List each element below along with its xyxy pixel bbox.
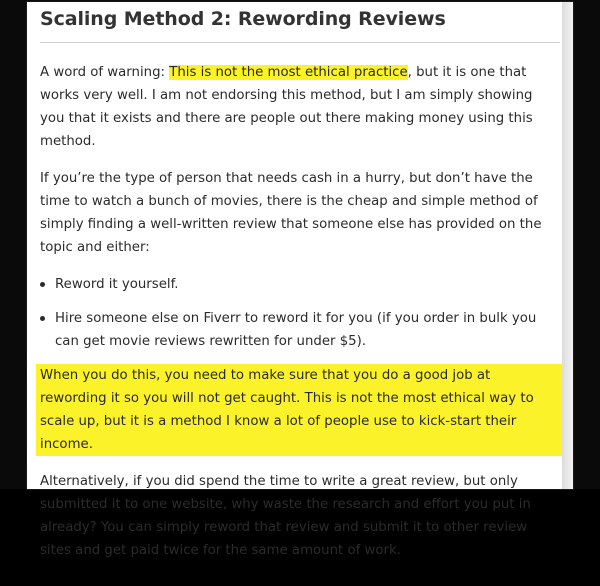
list-item — [40, 273, 560, 296]
alternative-paragraph: Alternatively, if you did spend the time to write a great review, but only submitted it to one website, why waste the research and effort you put in already? You can simply reword that review and submit it to other review sites and get paid twice for the same amount of work. — [40, 474, 531, 558]
cut-off-line — [40, 576, 560, 586]
highlighted-paragraph-text: When you do this, you need to make sure that you do a good job at rewording it so you will not get caught. This is not the most ethical way to scale up, but it is a method I know a lot of people use to kick-start their income. — [36, 364, 570, 456]
list-item-text: Hire someone else on Fiverr to reword it for you (if you order in bulk you can get movie reviews rewritten for under $5). — [55, 311, 537, 349]
heading-divider — [40, 42, 560, 43]
warning-text-before: A word of warning: — [40, 65, 170, 80]
warning-text-after: , but it is one that works very well. I am not endorsing this method, but I am simply showing you that it exists and there are people out there making money using this method. — [40, 65, 533, 149]
list-item — [40, 307, 560, 353]
article-page — [27, 2, 573, 558]
article-content — [40, 8, 560, 586]
warning-paragraph — [40, 61, 560, 153]
list-item-text: Reword it yourself. — [55, 277, 179, 292]
highlighted-paragraph — [40, 364, 560, 456]
bullet-icon — [40, 282, 45, 287]
bullet-icon — [40, 316, 45, 321]
intro-paragraph: If you’re the type of person that needs cash in a hurry, but don’t have the time to watch a bunch of movies, there is the cheap and simple method of simply finding a well-written review that someone else has provided on the topic and either: — [40, 171, 542, 255]
section-heading: Scaling Method 2: Rewording Reviews — [40, 8, 446, 30]
options-list — [40, 273, 560, 353]
highlighted-phrase: This is not the most ethical practice — [169, 65, 408, 80]
scrollbar-track[interactable] — [562, 2, 573, 489]
